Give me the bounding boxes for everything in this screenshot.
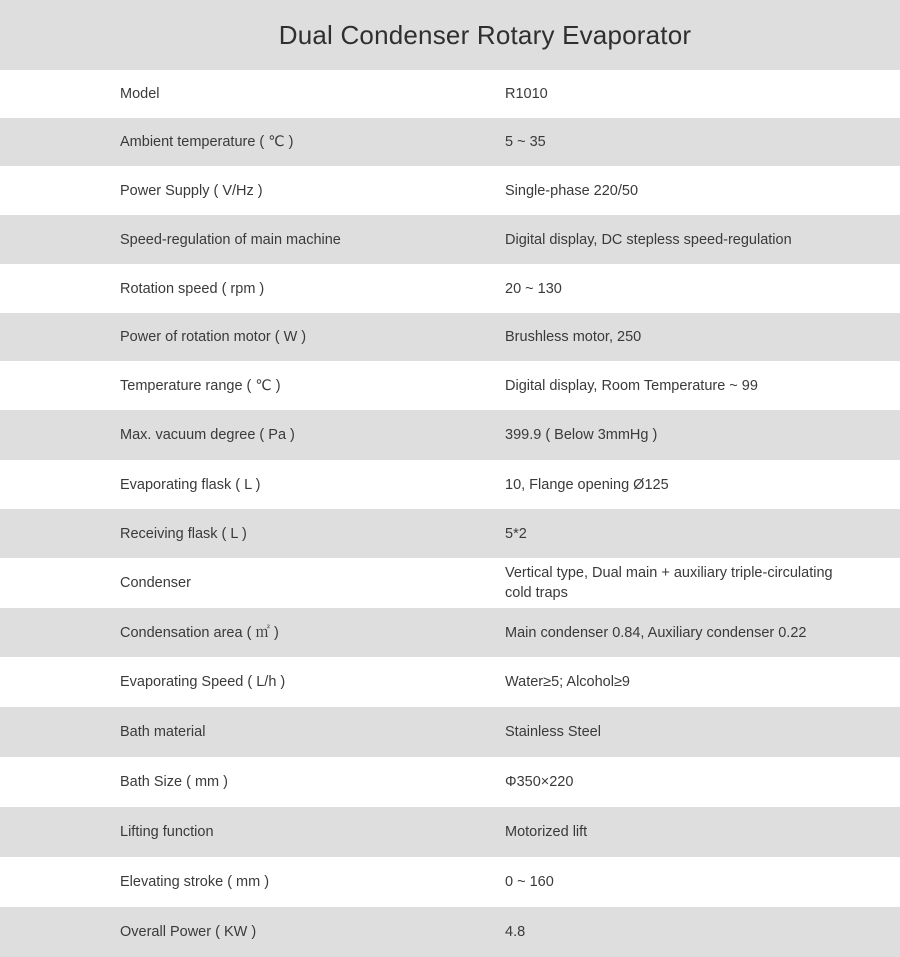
spec-label: Receiving flask ( L ) [120,525,247,542]
table-row [0,657,900,707]
spec-value: Φ350×220 [505,774,574,790]
spec-value: Brushless motor, 250 [505,329,642,345]
spec-table-body [0,70,900,957]
spec-value: Digital display, DC stepless speed-regulation [505,231,792,248]
table-row [0,361,900,410]
page-title: Dual Condenser Rotary Evaporator [278,19,692,50]
spec-value: 4.8 [505,924,526,940]
spec-label: Power Supply ( V/Hz ) [120,182,263,199]
spec-value: Motorized lift [505,824,588,840]
spec-label: Evaporating Speed ( L/h ) [120,674,286,690]
spec-label: Overall Power ( KW ) [120,924,257,940]
spec-label: Bath Size ( mm ) [120,774,228,790]
spec-label: Rotation speed ( rpm ) [120,280,265,297]
spec-value: Digital display, Room Temperature ~ 99 [505,377,758,394]
table-row [0,460,900,509]
spec-value: R1010 [505,86,548,102]
spec-label: Condenser [120,575,191,591]
spec-label: Max. vacuum degree ( Pa ) [120,427,295,443]
spec-value: Single-phase 220/50 [505,182,639,199]
table-row [0,70,900,118]
table-row [0,166,900,215]
table-row [0,707,900,757]
spec-value: 399.9 ( Below 3mmHg ) [505,427,658,443]
spec-value: Vertical type, Dual main + auxiliary triple-circulating cold traps [505,565,833,601]
spec-value: Main condenser 0.84, Auxiliary condenser 0.22 [505,624,807,641]
spec-value: Stainless Steel [505,724,601,740]
spec-label: Lifting function [120,824,214,840]
spec-table [0,70,900,957]
table-row [0,313,900,361]
spec-label: Model [120,86,160,102]
table-row [0,410,900,460]
spec-label: Speed-regulation of main machine [120,231,341,248]
table-row [0,558,900,608]
table-row [0,118,900,166]
table-row [0,907,900,957]
spec-value: 10, Flange opening Ø125 [505,476,669,493]
spec-value: 5 ~ 35 [505,134,546,150]
table-row [0,215,900,264]
spec-value: 0 ~ 160 [505,874,554,890]
spec-label: Bath material [120,724,206,740]
table-row [0,757,900,807]
spec-label: Elevating stroke ( mm ) [120,874,270,890]
title-bar [0,0,900,70]
table-row [0,509,900,558]
table-row [0,608,900,657]
spec-label: Condensation area ( ㎡ ) [120,624,279,641]
spec-label: Ambient temperature ( ℃ ) [120,134,294,150]
table-row [0,857,900,907]
spec-label: Evaporating flask ( L ) [120,476,261,493]
spec-value: 5*2 [505,525,527,542]
spec-value: Water≥5; Alcohol≥9 [505,674,630,690]
table-row [0,264,900,313]
spec-label: Power of rotation motor ( W ) [120,329,307,345]
spec-value: 20 ~ 130 [505,280,562,297]
table-row [0,807,900,857]
spec-label: Temperature range ( ℃ ) [120,377,281,394]
